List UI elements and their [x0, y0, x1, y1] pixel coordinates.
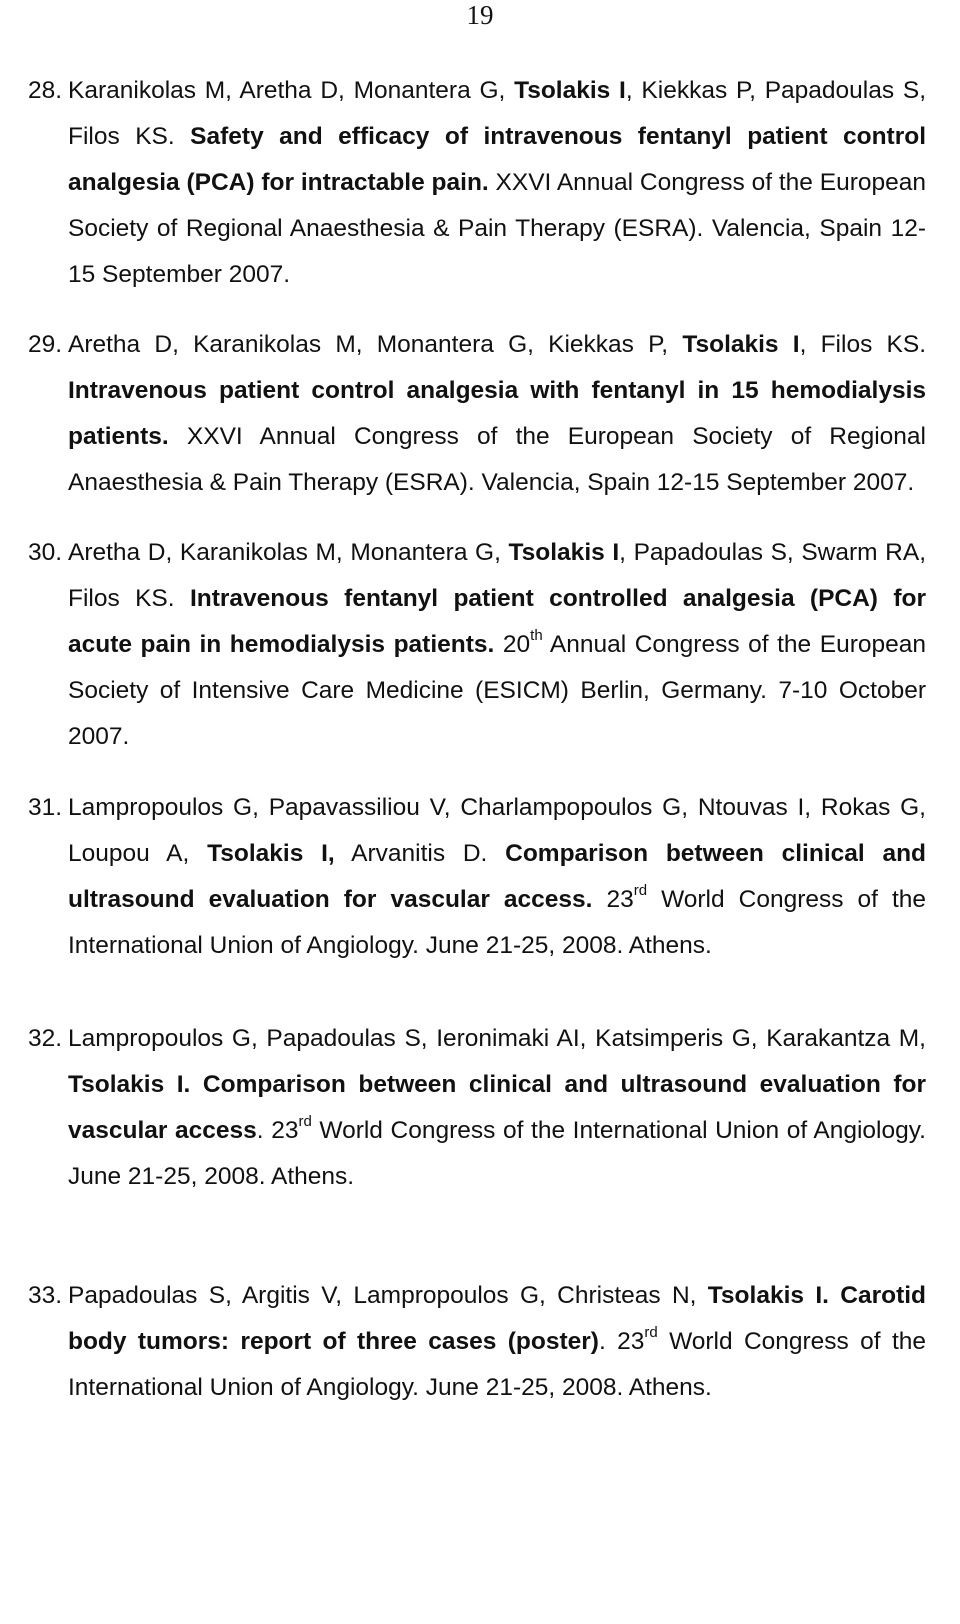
highlighted-author: Tsolakis I.: [707, 1282, 829, 1309]
reference-number: 32.: [28, 1025, 63, 1052]
reference-venue-number: . 23: [598, 1328, 645, 1355]
reference-venue: XXVI Annual Congress of the European Society of Regional Anaesthesia & Pain Therapy (ESRA). Valencia, Spain 12-15 September 2007.: [68, 169, 926, 288]
reference-authors-rest: , Kiekkas P, Papadoulas S, Filos KS.: [68, 77, 927, 150]
reference-venue: XXVI Annual Congress of the European Society of Regional Anaesthesia & Pain Therapy (ESRA). Valencia, Spain 12-15 September 2007.: [68, 423, 926, 496]
reference-number: 29.: [28, 331, 63, 358]
reference-title: Safety and efficacy of intravenous fentanyl patient control analgesia (PCA) for intractable pain.: [68, 123, 926, 196]
reference-text: [68, 322, 926, 506]
reference-authors-rest: Arvanitis D.: [334, 840, 506, 867]
reference-venue: World Congress of the International Union of Angiology. June 21-25, 2008. Athens.: [68, 1328, 926, 1401]
reference-authors-rest: [829, 1282, 840, 1309]
reference-number: 33.: [28, 1282, 63, 1309]
reference-venue-number: 23: [592, 886, 634, 913]
highlighted-author: Tsolakis I: [682, 331, 800, 358]
reference-item: [28, 785, 926, 969]
reference-title: Carotid body tumors: report of three cases (poster): [68, 1282, 926, 1355]
ordinal-suffix: th: [530, 627, 543, 644]
reference-text: [68, 68, 926, 298]
ordinal-suffix: rd: [633, 882, 648, 899]
page-number: 19: [466, 0, 494, 30]
reference-venue: World Congress of the International Union of Angiology. June 21-25, 2008. Athens.: [68, 1117, 926, 1190]
reference-venue-number: . 23: [256, 1117, 299, 1144]
highlighted-author: Tsolakis I.: [68, 1071, 191, 1098]
ordinal-suffix: rd: [644, 1324, 658, 1341]
reference-authors: Lampropoulos G, Papadoulas S, Ieronimaki AI, Katsimperis G, Karakantza M,: [68, 1025, 926, 1052]
reference-list: [28, 68, 926, 1411]
ordinal-suffix: rd: [298, 1113, 312, 1130]
reference-authors: Papadoulas S, Argitis V, Lampropoulos G, Christeas N,: [68, 1282, 708, 1309]
reference-authors-rest: , Papadoulas S, Swarm RA, Filos KS.: [68, 539, 926, 612]
reference-item: [28, 530, 926, 760]
reference-authors: Aretha D, Karanikolas M, Monantera G, Kiekkas P,: [68, 331, 683, 358]
reference-text: [68, 1273, 926, 1411]
reference-number: 28.: [28, 77, 63, 104]
reference-item: [28, 1273, 926, 1411]
reference-number: 31.: [28, 794, 63, 821]
reference-item: [28, 322, 926, 506]
reference-title: Comparison between clinical and ultrasound evaluation for vascular access: [68, 1071, 927, 1144]
highlighted-author: Tsolakis I: [508, 539, 620, 566]
reference-item: [28, 68, 926, 298]
reference-venue-number: 20: [494, 631, 531, 658]
reference-text: [68, 1016, 926, 1200]
highlighted-author: Tsolakis I: [514, 77, 626, 104]
reference-authors-rest: [190, 1071, 203, 1098]
reference-text: [68, 785, 926, 969]
reference-authors: Aretha D, Karanikolas M, Monantera G,: [68, 539, 509, 566]
reference-title: Intravenous patient control analgesia with fentanyl in 15 hemodialysis patients.: [68, 377, 926, 450]
reference-authors: Lampropoulos G, Papavassiliou V, Charlampopoulos G, Ntouvas I, Rokas G, Loupou A,: [68, 794, 926, 867]
highlighted-author: Tsolakis I,: [207, 840, 335, 867]
reference-authors: Karanikolas M, Aretha D, Monantera G,: [68, 77, 515, 104]
reference-venue: World Congress of the International Union of Angiology. June 21-25, 2008. Athens.: [68, 886, 927, 959]
reference-item: [28, 1016, 926, 1200]
reference-venue: Annual Congress of the European Society of Intensive Care Medicine (ESICM) Berlin, Germany. 7-10 October 2007.: [68, 631, 926, 750]
reference-title: Intravenous fentanyl patient controlled analgesia (PCA) for acute pain in hemodialysis patients.: [68, 585, 926, 658]
reference-title: Comparison between clinical and ultrasound evaluation for vascular access.: [68, 840, 927, 913]
reference-text: [68, 530, 926, 760]
reference-authors-rest: , Filos KS.: [799, 331, 927, 358]
reference-number: 30.: [28, 539, 63, 566]
